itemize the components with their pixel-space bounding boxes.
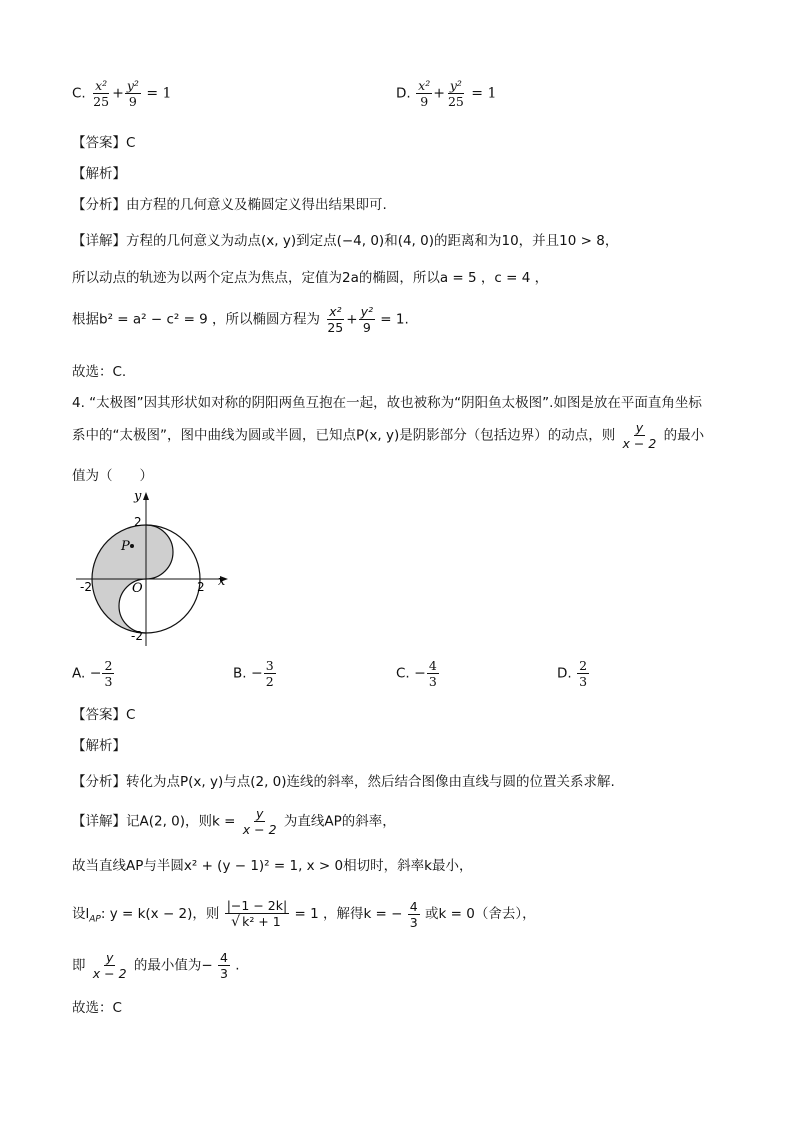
tick-x-left: -2 (80, 580, 92, 594)
q4-stem-line3: 值为（ ） (72, 468, 153, 484)
q4-fenxi: 【分析】转化为点P(x, y)与点(2, 0)连线的斜率，然后结合图像由直线与圆的位置关系求解. (72, 774, 615, 790)
option-c-prev: C. $\frac{\text{x²}}{25}$ + $\frac{\text{y²}}{9}$ = 1 (72, 78, 172, 109)
q3-detail-line1: 【详解】方程的几何意义为动点(x, y)到定点(−4, 0)和(4, 0)的距离和为10，并且10 > 8， (72, 233, 619, 249)
y-axis-label: y (134, 489, 142, 504)
fraction: $\frac{y}{x - 2}$ (242, 806, 277, 837)
fraction: $\frac{2}{3}$ (579, 658, 588, 689)
q3-detail-line3: 根据b² = a² − c² = 9 ，所以椭圆方程为 $\frac{\text{x²}}{25}$ + $\frac{\text{y²}}{9}$ = 1. (72, 304, 409, 335)
fraction: $\frac{\text{y²}}{25}$ (447, 78, 464, 109)
option-label: C. (72, 85, 86, 102)
fraction: $\frac{\text{x²}}{9}$ (418, 78, 431, 109)
fraction: $\frac{4}{3}$ (219, 950, 228, 981)
option-d-prev: D. $\frac{\text{x²}}{9}$ + $\frac{\text{y²}}{25}$ = 1 (396, 78, 497, 109)
fraction: $\frac{y}{x - 2}$ (92, 950, 127, 981)
q3-fenxi: 【分析】由方程的几何意义及椭圆定义得出结果即可. (72, 197, 387, 213)
fraction: $\frac{4}{3}$ (409, 898, 418, 930)
q4-detail-line1: 【详解】记A(2, 0)，则k = $\frac{y}{x - 2}$ 为直线AP的斜率， (72, 806, 396, 837)
q4-detail-line4: 即 $\frac{y}{x - 2}$ 的最小值为− $\frac{4}{3}$ . (72, 950, 240, 981)
x-axis-label: x (218, 574, 226, 589)
q4-option-a: A. − $\frac{2}{3}$ (72, 658, 113, 689)
taiji-figure (70, 488, 240, 650)
q4-answer: 【答案】C (72, 707, 136, 723)
q4-choose: 故选：C (72, 1000, 122, 1016)
tick-y-bottom: -2 (131, 629, 143, 643)
q3-answer: 【答案】C (72, 135, 136, 151)
q4-detail-line2: 故当直线AP与半圆x² + (y − 1)² = 1, x > 0相切时，斜率k最小， (72, 858, 473, 874)
origin-label: O (132, 581, 143, 596)
fraction: $\frac{\text{x²}}{25}$ (93, 78, 110, 109)
q4-stem-line1: 4. “太极图”因其形状如对称的阴阳两鱼互抱在一起，故也被称为“阴阳鱼太极图”.如图是放在平面直角坐标 (72, 395, 702, 411)
point-p-dot (130, 544, 134, 548)
tick-y-top: 2 (134, 515, 142, 529)
q4-analysis-tag: 【解析】 (72, 738, 126, 754)
fraction: $\frac{\text{y²}}{9}$ (360, 304, 373, 335)
q3-choose: 故选：C. (72, 364, 127, 380)
fraction: $\frac{2}{3}$ (104, 658, 113, 689)
tick-x-right: 2 (197, 580, 205, 594)
q4-detail-line3: 设$l_{AP}$: y = k(x − 2)，则 $\frac{|-1 - 2k|}{\text{√ k² + 1}}$ = 1 ，解得k = − $\frac{4}{3}$ 或k = 0（舍去）， (72, 898, 536, 930)
fraction: $\frac{|-1 - 2k|}{\text{√ k² + 1}}$ (226, 898, 288, 930)
fraction: $\frac{3}{2}$ (265, 658, 274, 689)
q3-analysis-tag: 【解析】 (72, 166, 126, 182)
q4-option-b: B. − $\frac{3}{2}$ (233, 658, 274, 689)
y-axis-arrow (143, 492, 149, 500)
fraction: $\frac{\text{y²}}{9}$ (126, 78, 139, 109)
point-p-label: P (121, 539, 130, 554)
option-label: D. (396, 85, 411, 102)
fraction: $\frac{\text{x²}}{25}$ (327, 304, 344, 335)
q3-detail-line2: 所以动点的轨迹为以两个定点为焦点，定值为2a的椭圆，所以a = 5 ，c = 4 ， (72, 270, 549, 286)
fraction: $\frac{4}{3}$ (428, 658, 437, 689)
fraction: $\frac{y}{x - 2}$ (622, 420, 657, 451)
q4-option-c: C. − $\frac{4}{3}$ (396, 658, 437, 689)
q4-stem-line2: 系中的“太极图”，图中曲线为圆或半圆，已知点P(x, y)是阴影部分（包括边界）的动点，则 $\frac{y}{x - 2}$ 的最小 (72, 420, 705, 451)
q4-option-d: D. $\frac{2}{3}$ (557, 658, 588, 689)
